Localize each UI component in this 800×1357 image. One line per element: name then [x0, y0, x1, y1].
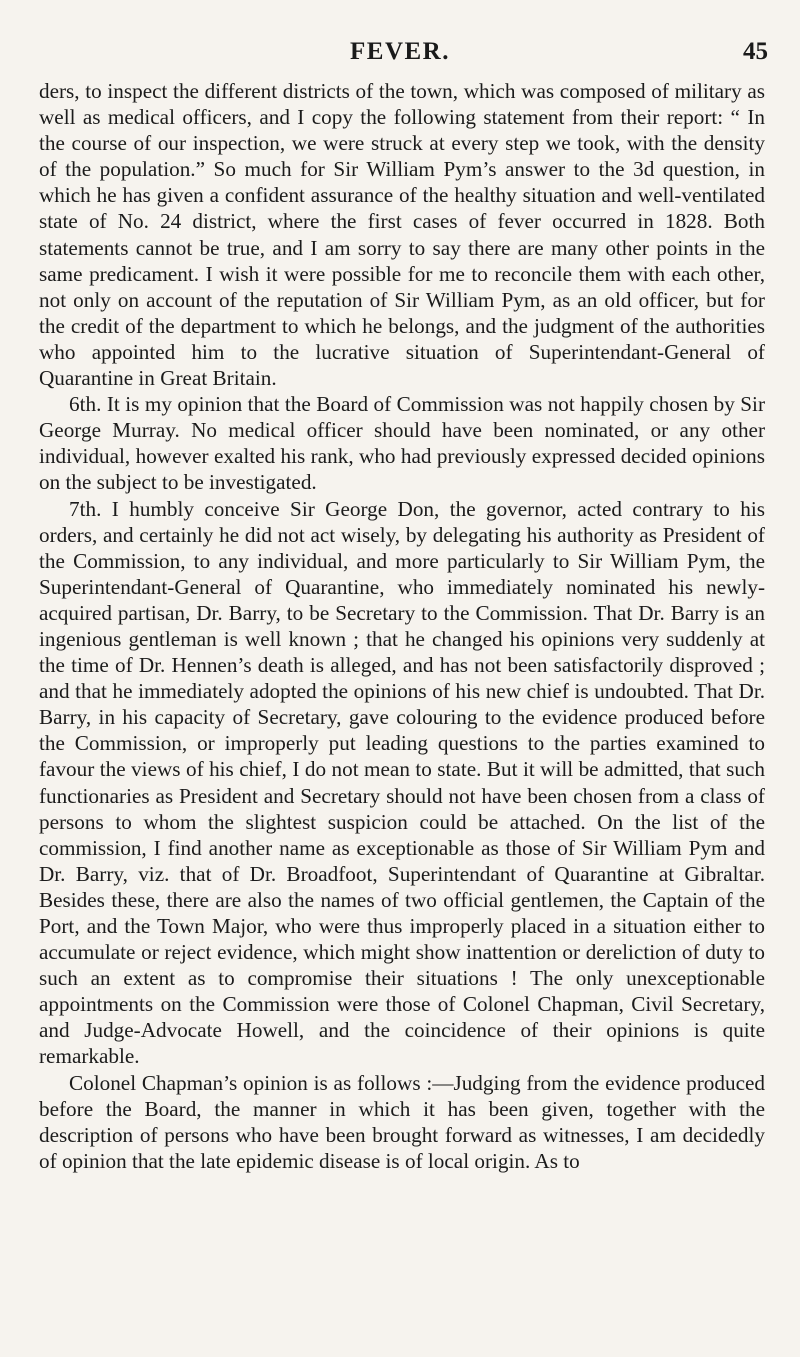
page-title: FEVER. [350, 38, 450, 65]
paragraph-continued: ders, to inspect the different districts of the town, which was composed of military as well as medical officers, and I copy the following statement from their report: “ In the course of our inspection, we were struck at every step we took, with the density of the population.” So much for Sir William Pym’s answer to the 3d question, in which he has given a confident assurance of the healthy situation and well-ventilated state of No. 24 district, where the first cases of fever occurred in 1828. Both statements cannot be true, and I am sorry to say there are many other points in the same predicament. I wish it were possible for me to reconcile them with each other, not only on account of the reputation of Sir William Pym, as an old officer, but for the credit of the department to which he belongs, and the judgment of the authorities who appointed him to the lucrative situation of Superintendant-General of Quarantine in Great Britain. [39, 79, 765, 391]
body-text [39, 78, 765, 1174]
paragraph-chapman-opinion: Colonel Chapman’s opinion is as follows :—Judging from the evidence produced before the Board, the manner in which it has been given, together with the description of persons who have been brought forward as witnesses, I am decidedly of opinion that the late epidemic disease is of local origin. As to [39, 1070, 765, 1173]
page-number: 45 [743, 38, 768, 65]
paragraph-sixth-point: 6th. It is my opinion that the Board of Commission was not happily chosen by Sir George Murray. No medical officer should have been nominated, or any other individual, however exalted his rank, who had previously expressed decided opinions on the subject to be investigated. [39, 392, 765, 495]
paragraph-seventh-point: 7th. I humbly conceive Sir George Don, the governor, acted contrary to his orders, and certainly he did not act wisely, by delegating his authority as President of the Commission, to any individual, and more particularly to Sir William Pym, the Superintendant-General of Quarantine, who immediately nominated his newly-acquired partisan, Dr. Barry, to be Secretary to the Commission. That Dr. Barry is an ingenious gentleman is well known ; that he changed his opinions very suddenly at the time of Dr. Hennen’s death is alleged, and has not been satisfactorily disproved ; and that he immediately adopted the opinions of his new chief is undoubted. That Dr. Barry, in his capacity of Secretary, gave colouring to the evidence produced before the Commission, or improperly put leading questions to the parties examined to favour the views of his chief, I do not mean to state. But it will be admitted, that such functionaries as President and Secretary should not have been chosen from a class of persons to whom the slightest suspicion could be attached. On the list of the commission, I find another name as exceptionable as those of Sir William Pym and Dr. Barry, viz. that of Dr. Broadfoot, Superintendant of Quarantine at Gibraltar. Besides these, there are also the names of two official gentlemen, the Captain of the Port, and the Town Major, who were thus improperly placed in a situation either to accumulate or reject evidence, which might show inattention or dereliction of duty to such an extent as to compromise their situations ! The only unexceptionable appointments on the Commission were those of Colonel Chapman, Civil Secretary, and Judge-Advocate Howell, and the coincidence of their opinions is quite remarkable. [39, 496, 765, 1069]
running-header [0, 38, 800, 72]
